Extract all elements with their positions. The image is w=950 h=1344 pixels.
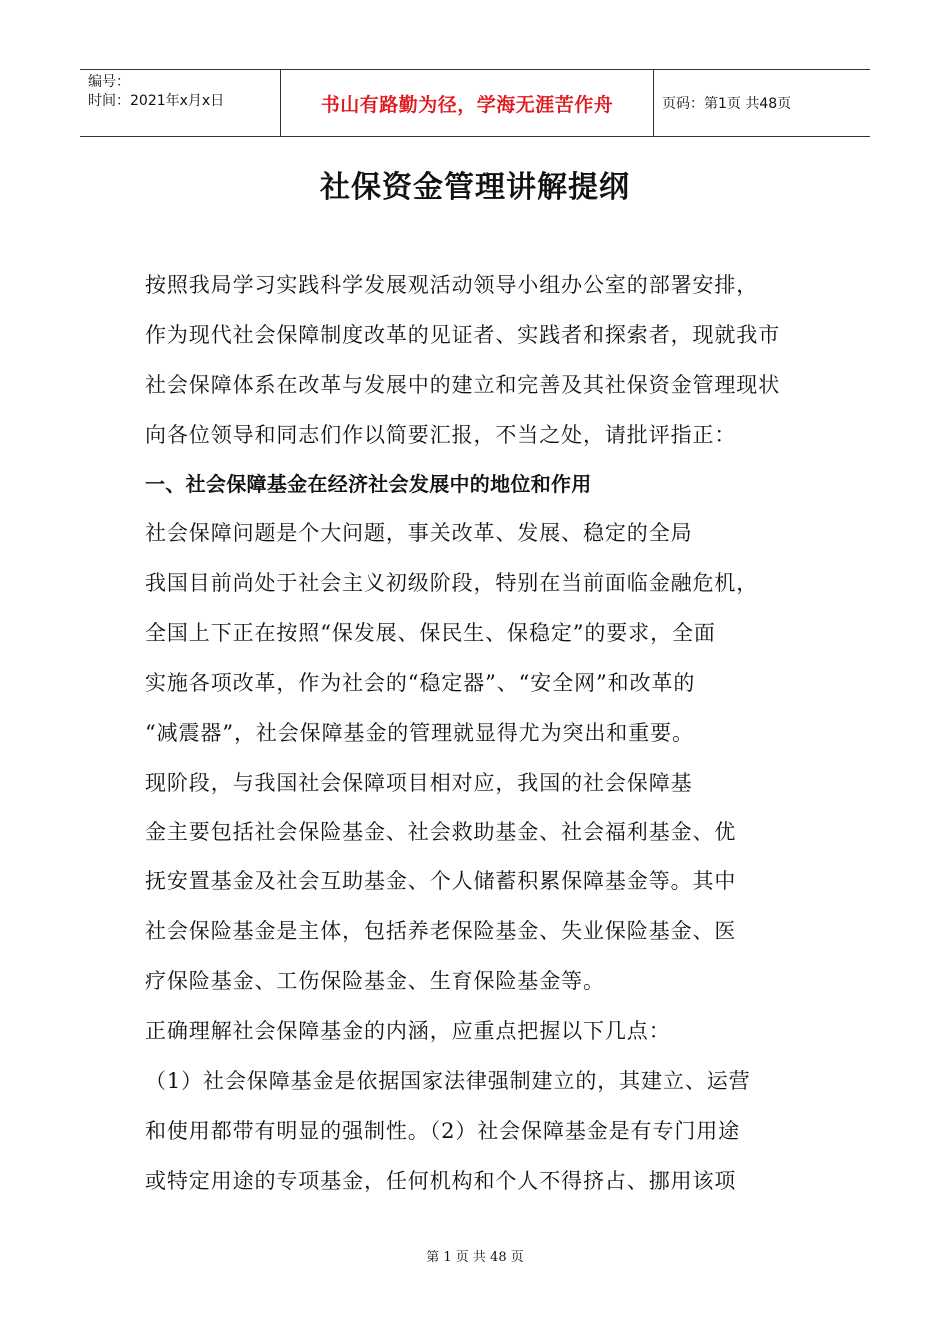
- body-line: 社会保障体系在改革与发展中的建立和完善及其社保资金管理现状: [145, 373, 781, 397]
- body-line: 抚安置基金及社会互助基金、个人储蓄积累保障基金等。其中: [145, 869, 737, 893]
- section-heading: 一、社会保障基金在经济社会发展中的地位和作用: [145, 472, 592, 496]
- body-line: 我国目前尚处于社会主义初级阶段，特别在当前面临金融危机，: [145, 571, 759, 595]
- body-line: 全国上下正在按照“保发展、保民生、保稳定”的要求，全面: [145, 621, 716, 645]
- body-line: “减震器”，社会保障基金的管理就显得尤为突出和重要。: [145, 721, 694, 745]
- body-line: 向各位领导和同志们作以简要汇报，不当之处，请批评指正：: [145, 423, 737, 447]
- document-title: 社保资金管理讲解提纲: [320, 170, 630, 205]
- page-header: [80, 69, 870, 137]
- body-line: 正确理解社会保障基金的内涵，应重点把握以下几点：: [145, 1019, 671, 1043]
- body-line: 社会保障问题是个大问题，事关改革、发展、稳定的全局: [145, 521, 693, 545]
- header-motto: 书山有路勤为径，学海无涯苦作舟: [281, 70, 654, 136]
- body-line: 疗保险基金、工伤保险基金、生育保险基金等。: [145, 969, 605, 993]
- body-line: 现阶段，与我国社会保障项目相对应，我国的社会保障基: [145, 771, 693, 795]
- date-label: 时间：2021年x月x日: [88, 93, 225, 109]
- body-line: 社会保险基金是主体，包括养老保险基金、失业保险基金、医: [145, 919, 737, 943]
- header-meta: [80, 70, 281, 136]
- body-line: 按照我局学习实践科学发展观活动领导小组办公室的部署安排，: [145, 273, 759, 297]
- body-line: 实施各项改革，作为社会的“稳定器”、“安全网”和改革的: [145, 671, 696, 695]
- body-line: 和使用都带有明显的强制性。（2）社会保障基金是有专门用途: [145, 1119, 741, 1143]
- body-line: 作为现代社会保障制度改革的见证者、实践者和探索者，现就我市: [145, 323, 781, 347]
- code-label: 编号：: [88, 74, 130, 90]
- body-line: 或特定用途的专项基金，任何机构和个人不得挤占、挪用该项: [145, 1169, 737, 1193]
- page-footer: 第 1 页 共 48 页: [426, 1250, 524, 1265]
- body-line: 金主要包括社会保险基金、社会救助基金、社会福利基金、优: [145, 820, 737, 844]
- header-page-info: 页码：第1页 共48页: [662, 96, 792, 112]
- body-line: （1）社会保障基金是依据国家法律强制建立的，其建立、运营: [145, 1069, 751, 1093]
